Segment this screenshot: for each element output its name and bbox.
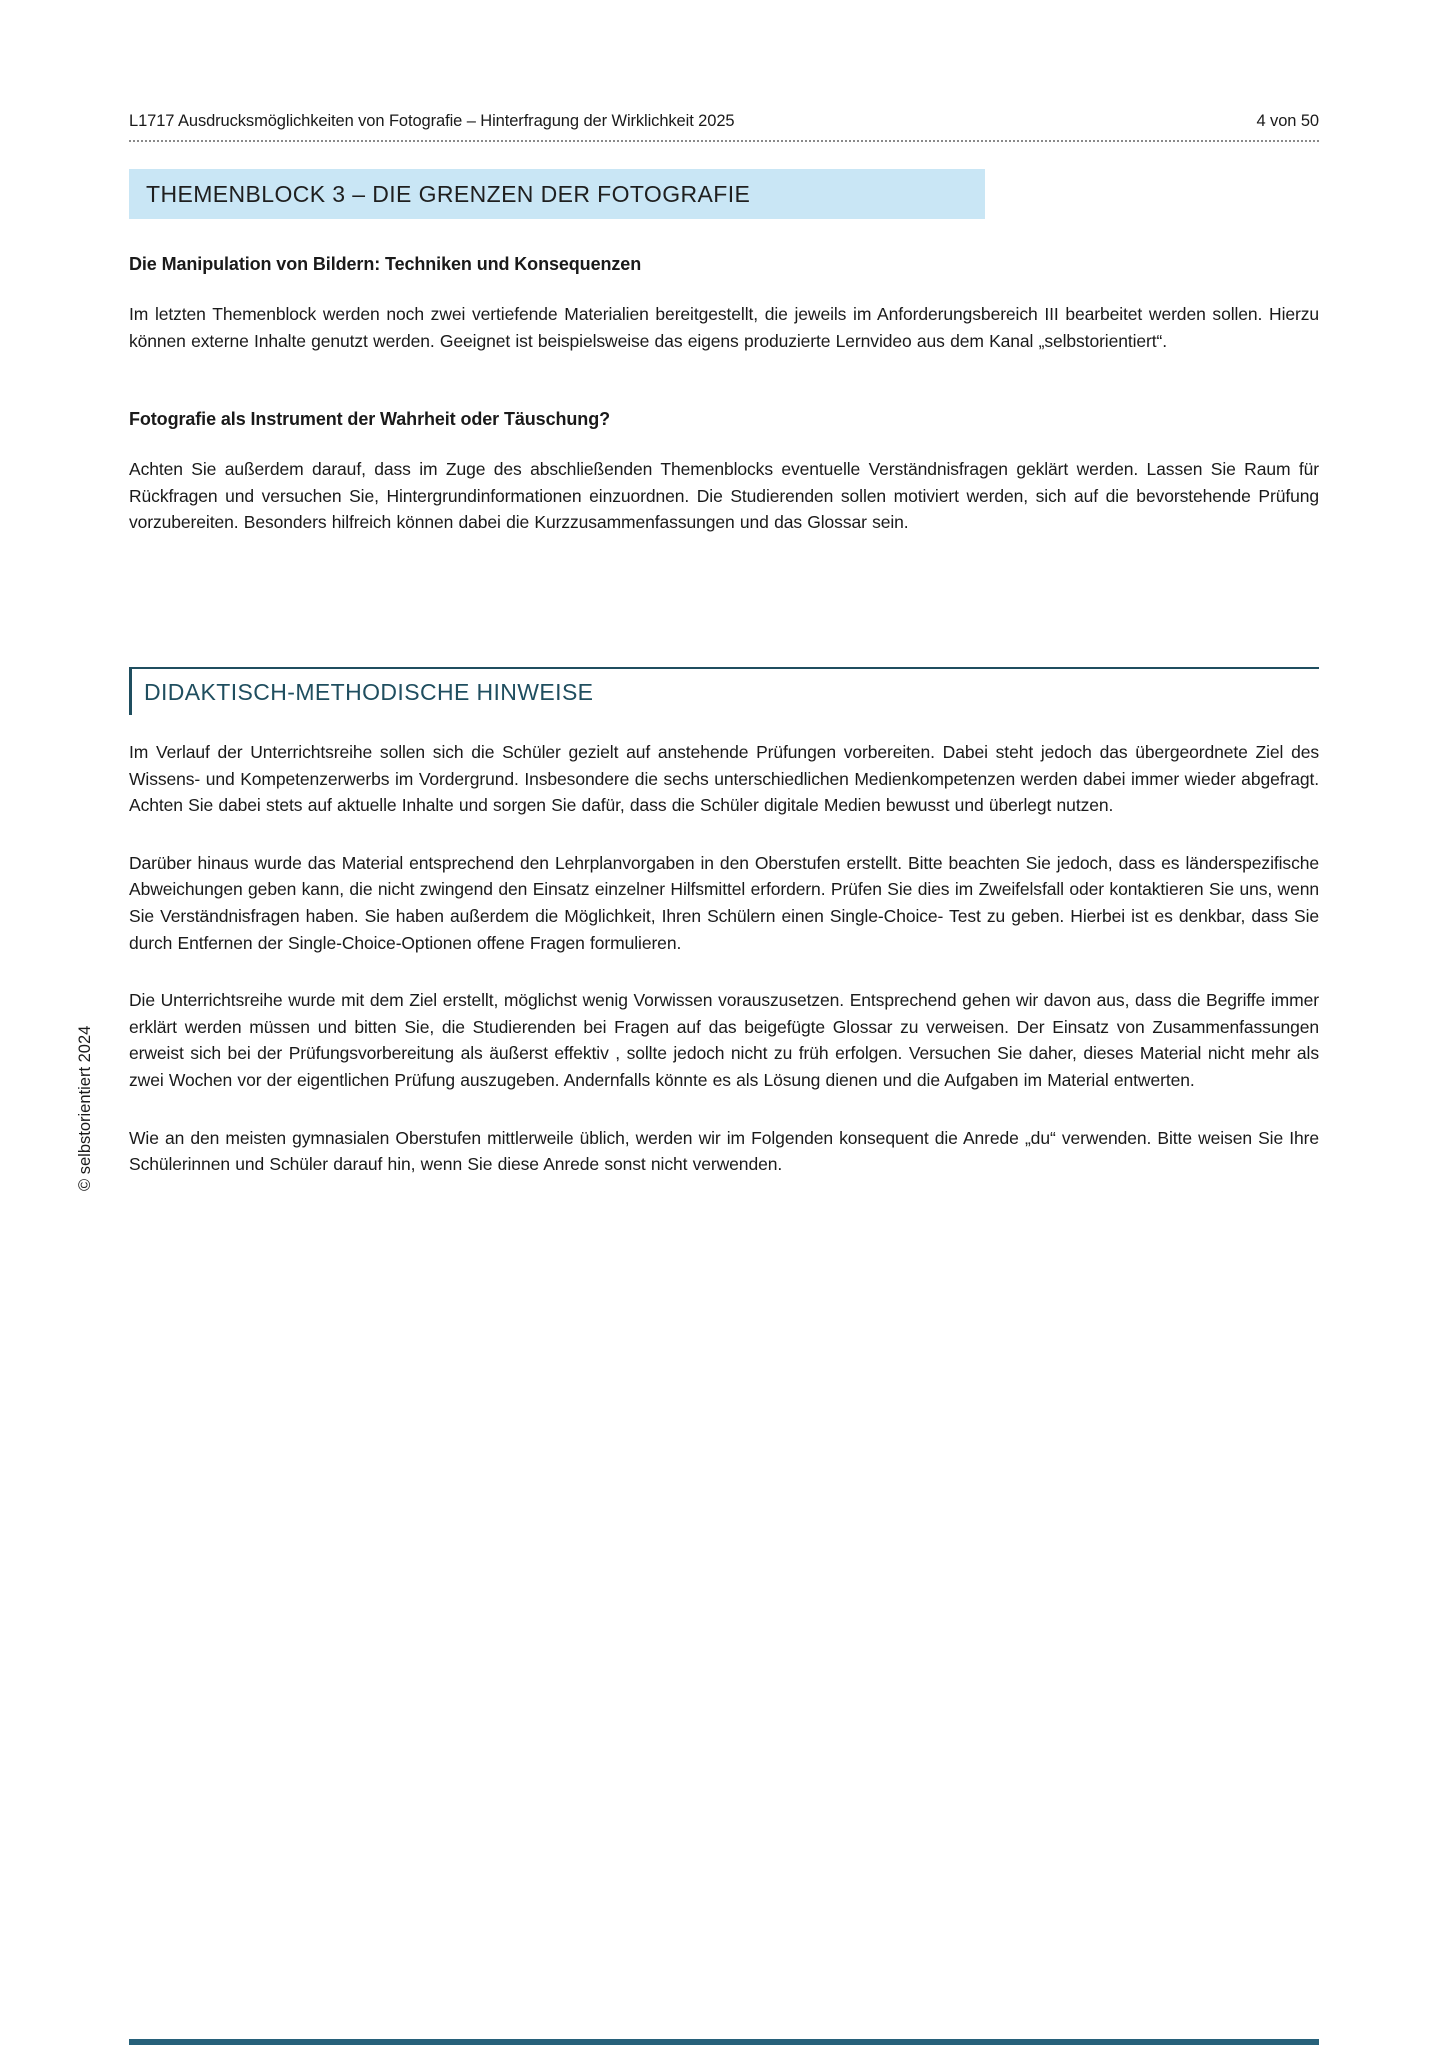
didaktik-section-heading: DIDAKTISCH-METHODISCHE HINWEISE: [129, 667, 1319, 712]
paragraph-material: Im letzten Themenblock werden noch zwei vertiefende Materialien bereitgestellt, die jeweils im Anforderungsbereich III bearbeitet werden sollen. Hierzu können externe Inhalte genutzt werden. Geeignet ist beispielsweise das eigens produzierte Lernvideo aus dem Kanal „selbstorientiert“.: [129, 304, 1319, 351]
paragraph-anrede: Wie an den meisten gymnasialen Oberstufen mittlerweile üblich, werden wir im Folgenden konsequent die Anrede „du“ verwenden. Bitte weisen Sie Ihre Schülerinnen und Schüler darauf hin, wenn Sie diese Anrede sonst nicht verwenden.: [129, 1127, 1319, 1175]
themenblock-title-bar: [129, 169, 985, 219]
footer-accent-line: [129, 2039, 1319, 2045]
page-header: [129, 112, 1319, 142]
paragraph-ziel: Die Unterrichtsreihe wurde mit dem Ziel erstellt, möglichst wenig Vorwissen vorauszusetzen. Entsprechend gehen wir davon aus, dass die Begriffe immer erklärt werden müssen und bitten Sie, die Studierenden bei Fragen auf das beigefügte Glossar zu verweisen. Der Einsatz von Zusammenfassungen erweist sich bei der Prüfungsvorbereitung als äußerst effektiv , sollte jedoch nicht zu früh erfolgen. Versuchen Sie daher, dieses Material nicht mehr als zwei Wochen vor der eigentlichen Prüfung auszugeben. Andernfalls könnte es als Lösung dienen und die Aufgaben im Material entwerten.: [129, 990, 1319, 1090]
page-number: 4 von 50: [1256, 112, 1319, 130]
subheading-manipulation: Die Manipulation von Bildern: Techniken und Konsequenzen: [129, 254, 642, 274]
document-title: L1717 Ausdrucksmöglichkeiten von Fotografie – Hinterfragung der Wirklichkeit 2025: [129, 112, 735, 130]
themenblock-title: THEMENBLOCK 3 – DIE GRENZEN DER FOTOGRAFIE: [146, 180, 751, 207]
subheading-wahrheit: Fotografie als Instrument der Wahrheit oder Täuschung?: [129, 409, 610, 430]
paragraph-verlauf: Im Verlauf der Unterrichtsreihe sollen sich die Schüler gezielt auf anstehende Prüfungen vorbereiten. Dabei steht jedoch das übergeordnete Ziel des Wissens- und Kompetenzerwerbs im Vordergrund. Insbesondere die sechs unterschiedlichen Medienkompetenzen werden dabei immer wieder abgefragt. Achten Sie dabei stets auf aktuelle Inhalte und sorgen Sie dafür, dass die Schüler digitale Medien bewusst und überlegt nutzen.: [129, 741, 1319, 816]
page-content: [129, 112, 1319, 1178]
paragraph-lehrplan: Darüber hinaus wurde das Material entsprechend den Lehrplanvorgaben in den Oberstufen erstellt. Bitte beachten Sie jedoch, dass es länderspezifische Abweichungen geben kann, die nicht zwingend den Einsatz einzelner Hilfsmittel erfordern. Prüfen Sie dies im Zweifelsfall oder kontaktieren Sie uns, wenn Sie Verständnisfragen haben. Sie haben außerdem die Möglichkeit, Ihren Schülern einen Single-Choice- Test zu geben. Hierbei ist es denkbar, dass Sie durch Entfernen der Single-Choice-Optionen offene Fragen formulieren.: [129, 852, 1319, 953]
section-didaktik: [129, 667, 1319, 1178]
paragraph-abschluss: Achten Sie außerdem darauf, dass im Zuge des abschließenden Themenblocks eventuelle Verständnisfragen geklärt werden. Lassen Sie Raum für Rückfragen und versuchen Sie, Hintergrundinformationen einzuordnen. Die Studierenden sollen motiviert werden, sich auf die bevorstehende Prüfung vorzubereiten. Besonders hilfreich können dabei die Kurzzusammenfassungen und das Glossar sein.: [129, 459, 1319, 533]
copyright-sidebar-text: © selbstorientiert 2024: [76, 1025, 94, 1191]
